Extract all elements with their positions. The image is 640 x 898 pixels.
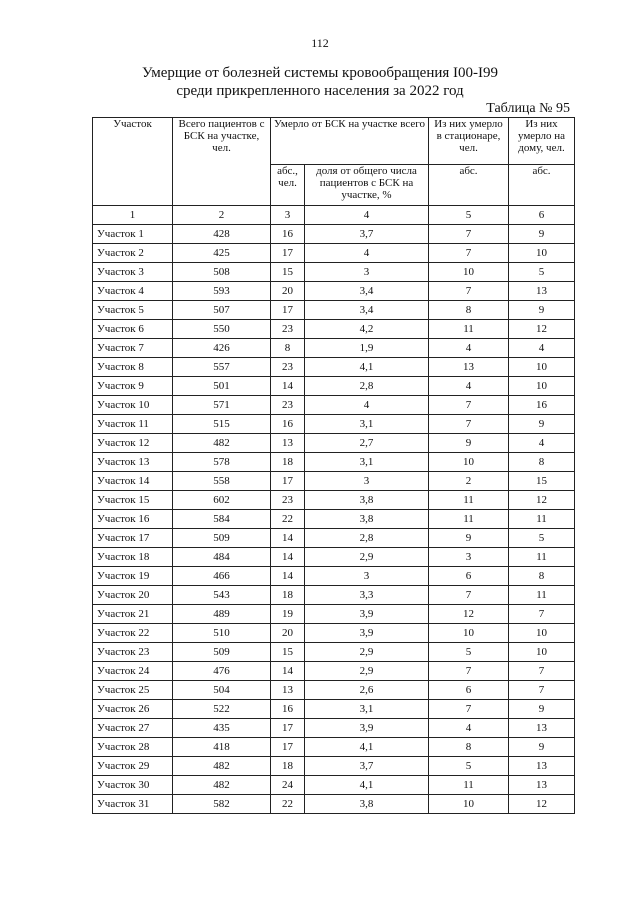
header-share-percent: доля от общего числа пациентов с БСК на участке, % <box>305 165 429 206</box>
column-number: 3 <box>271 206 305 225</box>
cell-died-hospital: 11 <box>429 320 509 339</box>
table-row <box>93 453 575 472</box>
cell-died-abs: 19 <box>271 605 305 624</box>
cell-plot-name: Участок 6 <box>93 320 173 339</box>
cell-died-hospital: 9 <box>429 434 509 453</box>
cell-died-hospital: 7 <box>429 415 509 434</box>
cell-died-home: 10 <box>509 244 575 263</box>
cell-died-share: 3 <box>305 263 429 282</box>
cell-total-patients: 466 <box>173 567 271 586</box>
cell-total-patients: 508 <box>173 263 271 282</box>
cell-plot-name: Участок 11 <box>93 415 173 434</box>
cell-died-abs: 20 <box>271 282 305 301</box>
cell-died-hospital: 10 <box>429 263 509 282</box>
table-row <box>93 301 575 320</box>
cell-plot-name: Участок 12 <box>93 434 173 453</box>
cell-died-share: 4,1 <box>305 358 429 377</box>
cell-died-hospital: 8 <box>429 738 509 757</box>
cell-died-abs: 22 <box>271 795 305 814</box>
cell-total-patients: 602 <box>173 491 271 510</box>
cell-died-home: 9 <box>509 738 575 757</box>
cell-died-share: 3,1 <box>305 415 429 434</box>
header-plot: Участок <box>93 118 173 206</box>
table-label: Таблица № 95 <box>486 101 570 116</box>
cell-plot-name: Участок 27 <box>93 719 173 738</box>
cell-died-abs: 8 <box>271 339 305 358</box>
cell-died-share: 2,9 <box>305 662 429 681</box>
cell-died-hospital: 7 <box>429 244 509 263</box>
cell-total-patients: 522 <box>173 700 271 719</box>
cell-total-patients: 584 <box>173 510 271 529</box>
cell-plot-name: Участок 16 <box>93 510 173 529</box>
cell-total-patients: 418 <box>173 738 271 757</box>
cell-total-patients: 543 <box>173 586 271 605</box>
table-row <box>93 510 575 529</box>
cell-died-abs: 17 <box>271 738 305 757</box>
cell-died-hospital: 5 <box>429 757 509 776</box>
cell-plot-name: Участок 24 <box>93 662 173 681</box>
cell-plot-name: Участок 8 <box>93 358 173 377</box>
cell-total-patients: 507 <box>173 301 271 320</box>
cell-total-patients: 571 <box>173 396 271 415</box>
cell-plot-name: Участок 9 <box>93 377 173 396</box>
cell-died-share: 3,9 <box>305 719 429 738</box>
cell-plot-name: Участок 2 <box>93 244 173 263</box>
cell-total-patients: 476 <box>173 662 271 681</box>
cell-died-share: 3,4 <box>305 301 429 320</box>
cell-died-share: 1,9 <box>305 339 429 358</box>
cell-died-home: 5 <box>509 263 575 282</box>
cell-died-home: 8 <box>509 567 575 586</box>
cell-died-hospital: 10 <box>429 453 509 472</box>
cell-died-home: 11 <box>509 586 575 605</box>
cell-died-hospital: 2 <box>429 472 509 491</box>
page-number: 112 <box>311 36 329 50</box>
cell-died-abs: 14 <box>271 548 305 567</box>
cell-plot-name: Участок 15 <box>93 491 173 510</box>
table-row <box>93 738 575 757</box>
cell-plot-name: Участок 13 <box>93 453 173 472</box>
table-row <box>93 434 575 453</box>
cell-total-patients: 582 <box>173 795 271 814</box>
cell-plot-name: Участок 26 <box>93 700 173 719</box>
cell-died-hospital: 11 <box>429 510 509 529</box>
cell-plot-name: Участок 5 <box>93 301 173 320</box>
cell-died-share: 4 <box>305 396 429 415</box>
cell-died-hospital: 10 <box>429 795 509 814</box>
table-row <box>93 358 575 377</box>
cell-died-home: 13 <box>509 776 575 795</box>
cell-died-share: 4,1 <box>305 738 429 757</box>
column-number: 4 <box>305 206 429 225</box>
cell-died-abs: 23 <box>271 491 305 510</box>
cell-died-abs: 16 <box>271 700 305 719</box>
table-row <box>93 662 575 681</box>
cell-plot-name: Участок 7 <box>93 339 173 358</box>
cell-died-share: 3,7 <box>305 757 429 776</box>
cell-died-abs: 24 <box>271 776 305 795</box>
table-row <box>93 643 575 662</box>
cell-died-hospital: 5 <box>429 643 509 662</box>
cell-died-share: 2,8 <box>305 529 429 548</box>
cell-total-patients: 425 <box>173 244 271 263</box>
mortality-table <box>92 117 575 814</box>
cell-died-abs: 22 <box>271 510 305 529</box>
cell-died-share: 3,8 <box>305 491 429 510</box>
cell-total-patients: 426 <box>173 339 271 358</box>
cell-total-patients: 558 <box>173 472 271 491</box>
cell-died-abs: 20 <box>271 624 305 643</box>
table-body <box>93 225 575 814</box>
cell-died-share: 4,1 <box>305 776 429 795</box>
cell-total-patients: 515 <box>173 415 271 434</box>
column-number: 5 <box>429 206 509 225</box>
cell-died-share: 3,9 <box>305 624 429 643</box>
cell-total-patients: 509 <box>173 643 271 662</box>
cell-died-home: 10 <box>509 624 575 643</box>
table-row <box>93 339 575 358</box>
table-row <box>93 548 575 567</box>
cell-died-abs: 13 <box>271 434 305 453</box>
header-died-hospital: Из них умерло в стационаре, чел. <box>429 118 509 165</box>
cell-died-share: 3,1 <box>305 700 429 719</box>
title-line-2: среди прикрепленного населения за 2022 год <box>176 83 464 99</box>
cell-died-abs: 23 <box>271 320 305 339</box>
cell-died-share: 3,3 <box>305 586 429 605</box>
cell-total-patients: 578 <box>173 453 271 472</box>
cell-plot-name: Участок 30 <box>93 776 173 795</box>
column-number: 1 <box>93 206 173 225</box>
cell-died-share: 3,7 <box>305 225 429 244</box>
table-row <box>93 396 575 415</box>
cell-died-hospital: 8 <box>429 301 509 320</box>
cell-died-abs: 23 <box>271 358 305 377</box>
cell-total-patients: 482 <box>173 757 271 776</box>
cell-died-hospital: 4 <box>429 719 509 738</box>
cell-died-abs: 23 <box>271 396 305 415</box>
cell-total-patients: 504 <box>173 681 271 700</box>
cell-died-share: 2,9 <box>305 548 429 567</box>
table-row <box>93 586 575 605</box>
header-died-home: Из них умерло на дому, чел. <box>509 118 575 165</box>
cell-died-home: 5 <box>509 529 575 548</box>
cell-plot-name: Участок 3 <box>93 263 173 282</box>
cell-plot-name: Участок 14 <box>93 472 173 491</box>
cell-died-home: 11 <box>509 548 575 567</box>
cell-died-abs: 15 <box>271 263 305 282</box>
table-row <box>93 700 575 719</box>
cell-died-hospital: 7 <box>429 700 509 719</box>
cell-died-home: 13 <box>509 719 575 738</box>
table-row <box>93 567 575 586</box>
cell-plot-name: Участок 23 <box>93 643 173 662</box>
cell-died-home: 7 <box>509 662 575 681</box>
cell-died-hospital: 9 <box>429 529 509 548</box>
cell-died-home: 15 <box>509 472 575 491</box>
cell-died-home: 12 <box>509 491 575 510</box>
cell-total-patients: 557 <box>173 358 271 377</box>
cell-died-abs: 13 <box>271 681 305 700</box>
table-row <box>93 415 575 434</box>
cell-died-home: 4 <box>509 434 575 453</box>
cell-died-hospital: 10 <box>429 624 509 643</box>
cell-died-share: 3,4 <box>305 282 429 301</box>
table-row <box>93 681 575 700</box>
cell-died-home: 13 <box>509 757 575 776</box>
cell-total-patients: 484 <box>173 548 271 567</box>
cell-died-hospital: 12 <box>429 605 509 624</box>
cell-died-hospital: 7 <box>429 282 509 301</box>
cell-died-share: 3,8 <box>305 795 429 814</box>
cell-died-abs: 17 <box>271 301 305 320</box>
title-line-1: Умерщие от болезней системы кровообращения I00-I99 <box>141 65 499 81</box>
cell-died-hospital: 6 <box>429 567 509 586</box>
cell-total-patients: 489 <box>173 605 271 624</box>
cell-total-patients: 482 <box>173 434 271 453</box>
cell-died-home: 11 <box>509 510 575 529</box>
cell-died-share: 3 <box>305 567 429 586</box>
cell-died-hospital: 7 <box>429 586 509 605</box>
cell-died-share: 4,2 <box>305 320 429 339</box>
cell-died-share: 3,1 <box>305 453 429 472</box>
table-row <box>93 624 575 643</box>
cell-died-abs: 17 <box>271 244 305 263</box>
cell-total-patients: 428 <box>173 225 271 244</box>
header-abs-people: абс., чел. <box>271 165 305 206</box>
cell-died-home: 7 <box>509 681 575 700</box>
cell-died-home: 13 <box>509 282 575 301</box>
cell-died-abs: 14 <box>271 567 305 586</box>
cell-died-share: 3,8 <box>305 510 429 529</box>
header-died-total: Умерло от БСК на участке всего <box>271 118 429 165</box>
cell-total-patients: 510 <box>173 624 271 643</box>
cell-died-abs: 18 <box>271 757 305 776</box>
table-row <box>93 795 575 814</box>
cell-died-share: 2,7 <box>305 434 429 453</box>
cell-plot-name: Участок 18 <box>93 548 173 567</box>
cell-died-home: 8 <box>509 453 575 472</box>
column-number: 6 <box>509 206 575 225</box>
table-row <box>93 244 575 263</box>
table-row <box>93 757 575 776</box>
table-row <box>93 377 575 396</box>
cell-total-patients: 501 <box>173 377 271 396</box>
cell-plot-name: Участок 21 <box>93 605 173 624</box>
cell-died-home: 9 <box>509 225 575 244</box>
cell-plot-name: Участок 19 <box>93 567 173 586</box>
cell-died-hospital: 4 <box>429 339 509 358</box>
cell-plot-name: Участок 17 <box>93 529 173 548</box>
cell-total-patients: 550 <box>173 320 271 339</box>
cell-died-abs: 17 <box>271 719 305 738</box>
cell-plot-name: Участок 10 <box>93 396 173 415</box>
cell-died-abs: 16 <box>271 225 305 244</box>
table-row <box>93 776 575 795</box>
header-abs-home: абс. <box>509 165 575 206</box>
cell-plot-name: Участок 31 <box>93 795 173 814</box>
cell-died-abs: 14 <box>271 662 305 681</box>
header-total-patients: Всего пациентов с БСК на участке, чел. <box>173 118 271 206</box>
cell-plot-name: Участок 20 <box>93 586 173 605</box>
cell-died-abs: 15 <box>271 643 305 662</box>
cell-died-home: 10 <box>509 358 575 377</box>
cell-died-home: 4 <box>509 339 575 358</box>
cell-died-hospital: 4 <box>429 377 509 396</box>
cell-died-home: 10 <box>509 377 575 396</box>
document-title <box>0 64 640 100</box>
table-row <box>93 605 575 624</box>
cell-died-home: 12 <box>509 320 575 339</box>
cell-died-share: 2,6 <box>305 681 429 700</box>
cell-total-patients: 435 <box>173 719 271 738</box>
cell-died-abs: 18 <box>271 586 305 605</box>
cell-died-hospital: 11 <box>429 491 509 510</box>
table-row <box>93 263 575 282</box>
cell-died-home: 12 <box>509 795 575 814</box>
column-number-row <box>93 206 575 225</box>
cell-died-hospital: 7 <box>429 662 509 681</box>
cell-died-home: 9 <box>509 415 575 434</box>
cell-died-abs: 17 <box>271 472 305 491</box>
table-row <box>93 491 575 510</box>
table-row <box>93 320 575 339</box>
cell-died-hospital: 7 <box>429 396 509 415</box>
cell-died-share: 3 <box>305 472 429 491</box>
column-number: 2 <box>173 206 271 225</box>
cell-died-abs: 16 <box>271 415 305 434</box>
table-row <box>93 472 575 491</box>
cell-died-abs: 18 <box>271 453 305 472</box>
table-row <box>93 529 575 548</box>
cell-plot-name: Участок 22 <box>93 624 173 643</box>
cell-died-home: 16 <box>509 396 575 415</box>
cell-died-share: 2,8 <box>305 377 429 396</box>
cell-died-home: 7 <box>509 605 575 624</box>
cell-died-hospital: 3 <box>429 548 509 567</box>
cell-died-home: 9 <box>509 301 575 320</box>
cell-total-patients: 509 <box>173 529 271 548</box>
cell-plot-name: Участок 1 <box>93 225 173 244</box>
cell-died-hospital: 6 <box>429 681 509 700</box>
cell-died-share: 3,9 <box>305 605 429 624</box>
cell-plot-name: Участок 29 <box>93 757 173 776</box>
cell-plot-name: Участок 28 <box>93 738 173 757</box>
table-row <box>93 719 575 738</box>
cell-died-hospital: 11 <box>429 776 509 795</box>
cell-died-abs: 14 <box>271 529 305 548</box>
cell-total-patients: 593 <box>173 282 271 301</box>
cell-total-patients: 482 <box>173 776 271 795</box>
cell-died-home: 9 <box>509 700 575 719</box>
cell-died-abs: 14 <box>271 377 305 396</box>
table-row <box>93 225 575 244</box>
cell-plot-name: Участок 4 <box>93 282 173 301</box>
table-row <box>93 282 575 301</box>
cell-died-home: 10 <box>509 643 575 662</box>
cell-plot-name: Участок 25 <box>93 681 173 700</box>
cell-died-share: 2,9 <box>305 643 429 662</box>
cell-died-share: 4 <box>305 244 429 263</box>
cell-died-hospital: 13 <box>429 358 509 377</box>
cell-died-hospital: 7 <box>429 225 509 244</box>
header-abs-hospital: абс. <box>429 165 509 206</box>
